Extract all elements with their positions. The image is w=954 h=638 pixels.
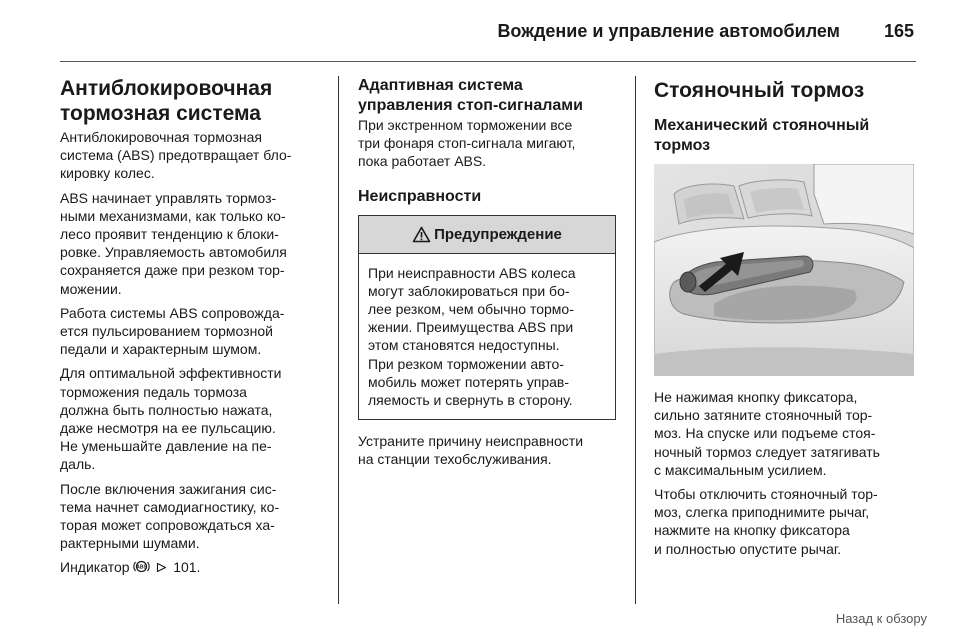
- text-line: Для оптимальной эффективности: [60, 365, 282, 382]
- warning-triangle-icon: [412, 226, 431, 243]
- paragraph: [60, 480, 322, 553]
- text-line: После включения зажигания сис-: [60, 480, 277, 497]
- text-line: Работа системы ABS сопровожда-: [60, 304, 285, 321]
- paragraph: [358, 432, 620, 468]
- column-brake-lights: [358, 76, 620, 475]
- text-line: При неисправности ABS колеса: [368, 264, 576, 281]
- text-line: Антиблокировочная тормозная: [60, 129, 262, 145]
- brake-lights-heading: [358, 76, 620, 116]
- column-abs: [60, 76, 322, 583]
- text-line: ется пульсированием тормозной: [60, 323, 273, 340]
- paragraph: [60, 189, 322, 298]
- column-parking-brake: [654, 76, 916, 564]
- text-line: торможения педаль тормоза: [60, 383, 247, 400]
- abs-warning-light-icon: [133, 559, 150, 574]
- text-line: лесо проявит тенденцию к блоки-: [60, 226, 279, 243]
- text-line: Не уменьшайте давление на пе-: [60, 438, 272, 455]
- back-to-overview-link[interactable]: Назад к обзору: [835, 611, 927, 626]
- column-divider: [338, 76, 339, 604]
- text-line: При экстренном торможении все: [358, 117, 573, 133]
- text-line: Устраните причину неисправности: [358, 433, 584, 450]
- heading-line: управления стоп-сигналами: [358, 97, 583, 114]
- text-line: мобиль может потерять управ-: [368, 373, 570, 390]
- paragraph: [654, 485, 916, 558]
- text-line: моз. На спуске или подъеме стоя-: [654, 425, 876, 442]
- text-line: жении. Преимущества ABS при: [368, 319, 574, 336]
- text-line: три фонаря стоп-сигнала мигают,: [358, 135, 576, 152]
- mechanical-parking-brake-subheading: [654, 116, 916, 156]
- text-line: лее резком, чем обычно тормо-: [368, 301, 574, 318]
- text-line: моз, слегка приподнимите рычаг,: [654, 504, 870, 521]
- text-line: ляемость и свернуть в сторону.: [368, 392, 573, 409]
- text-line: сильно затяните стояночный тор-: [654, 407, 873, 424]
- text-line: нажмите на кнопку фиксатора: [654, 522, 850, 539]
- paragraph: [60, 128, 322, 183]
- column-divider: [635, 76, 636, 604]
- page-number: 165: [883, 21, 914, 41]
- text-line: можении.: [60, 280, 122, 297]
- text-line: должна быть полностью нажата,: [60, 401, 273, 418]
- abs-heading-line: тормозная система: [60, 102, 261, 125]
- text-line: ABS начинает управлять тормоз-: [60, 189, 277, 206]
- text-line: педали и характерным шумом.: [60, 341, 262, 358]
- section-title: Вождение и управление автомобилем: [497, 21, 840, 41]
- paragraph: [368, 264, 605, 410]
- heading-line: Адаптивная система: [358, 77, 523, 94]
- text-line: ровке. Управляемость автомобиля: [60, 244, 287, 261]
- text-line: даже несмотря на ее пульсацию.: [60, 420, 276, 437]
- indicator-label: Индикатор: [60, 559, 130, 576]
- text-line: ными механизмами, как только ко-: [60, 207, 286, 224]
- text-line: тема начнет самодиагностику, ко-: [60, 498, 280, 515]
- text-line: даль.: [60, 456, 96, 473]
- warning-box: [358, 215, 616, 421]
- text-line: на станции техобслуживания.: [358, 451, 552, 468]
- indicator-reference: [60, 558, 322, 576]
- abs-heading-line: Антиблокировочная: [60, 77, 273, 100]
- text-line: рактерными шумами.: [60, 535, 200, 552]
- text-line: этом становятся недоступны.: [368, 337, 560, 354]
- text-line: При резком торможении авто-: [368, 355, 564, 372]
- warning-body: [359, 254, 615, 420]
- text-line: торая может сопровождаться ха-: [60, 517, 275, 534]
- heading-line: Механический стояночный: [654, 117, 870, 134]
- text-line: и полностью опустите рычаг.: [654, 540, 842, 557]
- malfunctions-heading: Неисправности: [358, 187, 482, 205]
- text-line: Чтобы отключить стояночный тор-: [654, 486, 878, 503]
- abs-heading: [60, 76, 322, 126]
- indicator-page-ref[interactable]: 101.: [173, 559, 201, 576]
- heading-line: тормоз: [654, 137, 711, 154]
- text-line: кировку колес.: [60, 165, 155, 182]
- text-line: система (ABS) предотвращает бло-: [60, 147, 292, 164]
- parking-brake-heading: Стояночный тормоз: [654, 79, 865, 102]
- paragraph: [654, 388, 916, 479]
- text-line: могут заблокироваться при бо-: [368, 282, 570, 299]
- svg-text:ABS: ABS: [136, 565, 148, 572]
- paragraph: [358, 116, 620, 171]
- page-header: [60, 20, 916, 62]
- paragraph: [60, 364, 322, 473]
- paragraph: [60, 304, 322, 359]
- text-line: ночный тормоз следует затягивать: [654, 443, 880, 460]
- page-reference-arrow-icon: [156, 559, 167, 570]
- parking-brake-lever-illustration: [654, 164, 914, 376]
- text-line: пока работает ABS.: [358, 153, 487, 170]
- text-line: с максимальным усилием.: [654, 461, 827, 478]
- warning-title: Предупреждение: [434, 225, 562, 243]
- warning-header: [359, 216, 615, 254]
- text-line: Не нажимая кнопку фиксатора,: [654, 389, 858, 405]
- text-line: сохраняется даже при резком тор-: [60, 262, 285, 279]
